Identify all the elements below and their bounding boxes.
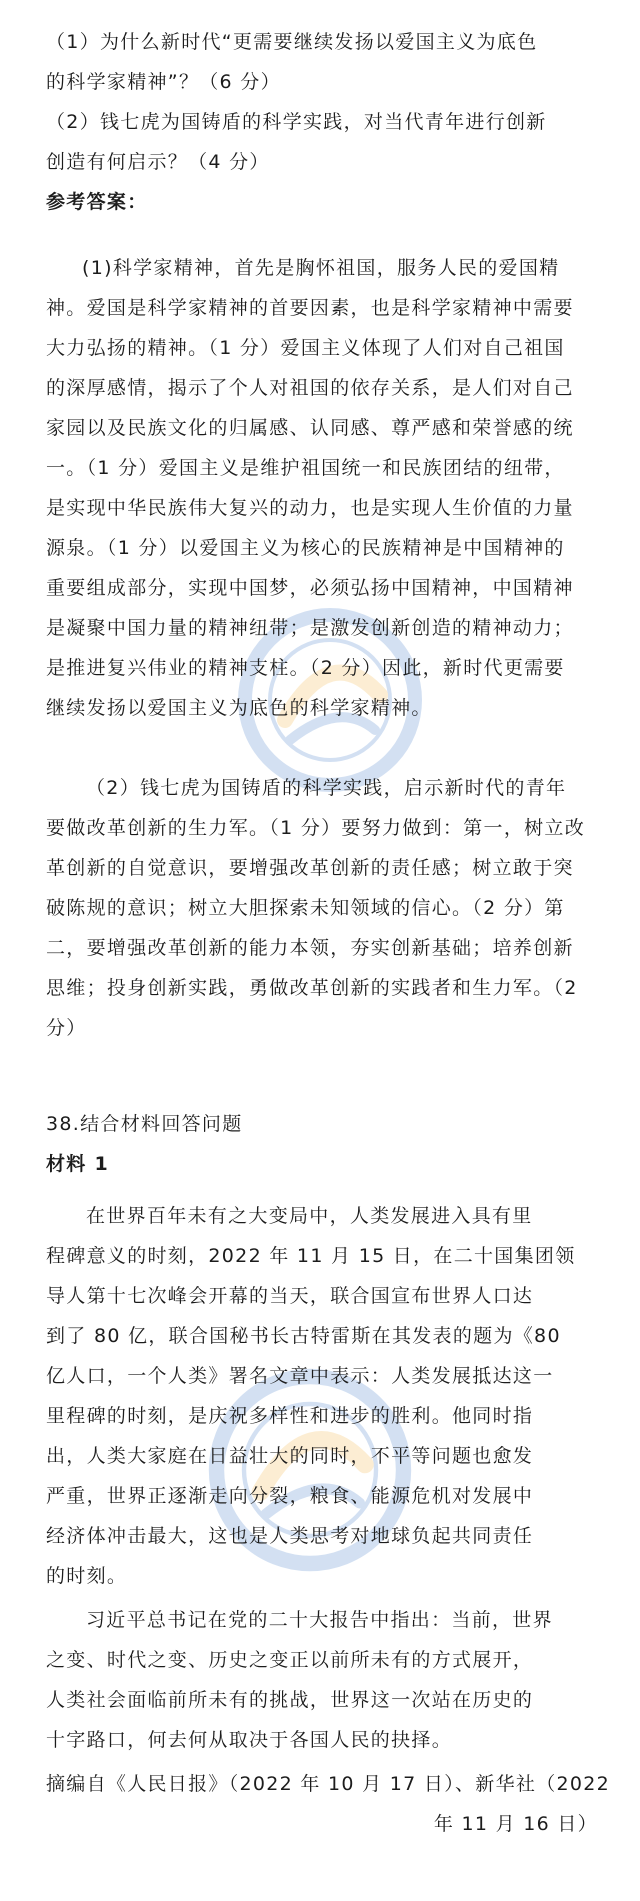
answer-heading: 参考答案： [46,191,148,213]
answer-2-line: 破陈规的意识；树立大胆探索未知领域的信心。（2 分）第 [46,897,565,919]
answer-1-line: (1)科学家精神，首先是胸怀祖国，服务人民的爱国精 [82,257,560,279]
question-38-block [46,1104,602,1184]
answer-1-line: 神。爱国是科学家精神的首要因素，也是科学家精神中需要 [46,297,574,319]
material-1-paragraph-1 [46,1196,602,1596]
material-line: 习近平总书记在党的二十大报告中指出：当前，世界 [86,1609,553,1631]
material-line: 程碑意义的时刻，2022 年 11 月 15 日，在二十国集团领 [46,1245,576,1267]
material-1-paragraph-2 [46,1600,602,1760]
material-line: 人类社会面临前所未有的挑战，世界这一次站在历史的 [46,1689,534,1711]
material-line: 在世界百年未有之大变局中，人类发展进入具有里 [86,1205,533,1227]
material-line: 十字路口，何去何从取决于各国人民的抉择。 [46,1729,453,1751]
material-line: 里程碑的时刻，是庆祝多样性和进步的胜利。他同时指 [46,1405,534,1427]
answer-1-line: 是实现中华民族伟大复兴的动力，也是实现人生价值的力量 [46,497,574,519]
answer-2-line: 分） [46,1017,87,1039]
answer-1-line: 重要组成部分，实现中国梦，必须弘扬中国精神，中国精神 [46,577,574,599]
answer-2-line: 二，要增强改革创新的能力本领，夯实创新基础；培养创新 [46,937,574,959]
question-1-line-2: 的科学家精神”？（6 分） [46,71,281,93]
source-line-2: 年 11 月 16 日） [433,1813,598,1835]
material-line: 的时刻。 [46,1565,128,1587]
answer-2-line: （2）钱七虎为国铸盾的科学实践，启示新时代的青年 [86,777,567,799]
source-line-1: 摘编自《人民日报》（2022 年 10 月 17 日）、新华社（2022 [46,1773,611,1795]
material-line: 到了 80 亿，联合国秘书长古特雷斯在其发表的题为《80 [46,1325,561,1347]
answer-1-paragraph [46,248,602,728]
material-line: 亿人口，一个人类》署名文章中表示：人类发展抵达这一 [46,1365,554,1387]
source-citation [46,1764,611,1844]
material-line: 严重，世界正逐渐走向分裂，粮食、能源危机对发展中 [46,1485,534,1507]
question-2-line-1: （2）钱七虎为国铸盾的科学实践，对当代青年进行创新 [46,111,547,133]
material-line: 经济体冲击最大，这也是人类思考对地球负起共同责任 [46,1525,534,1547]
answer-1-line: 继续发扬以爱国主义为底色的科学家精神。 [46,697,432,719]
answer-2-line: 革创新的自觉意识，要增强改革创新的责任感；树立敢于突 [46,857,574,879]
answer-2-paragraph [46,768,602,1048]
answer-1-line: 是凝聚中国力量的精神纽带；是激发创新创造的精神动力； [46,617,574,639]
material-line: 之变、时代之变、历史之变正以前所未有的方式展开， [46,1649,534,1671]
answer-2-line: 思维；投身创新实践，勇做改革创新的实践者和生力军。（2 [46,977,578,999]
material-1-heading: 材料 1 [46,1153,110,1175]
answer-1-line: 是推进复兴伟业的精神支柱。（2 分）因此，新时代更需要 [46,657,565,679]
answer-2-line: 要做改革创新的生力军。（1 分）要努力做到：第一，树立改 [46,817,586,839]
answer-1-line: 大力弘扬的精神。（1 分）爱国主义体现了人们对自己祖国 [46,337,565,359]
answer-1-line: 家园以及民族文化的归属感、认同感、尊严感和荣誉感的统 [46,417,574,439]
answer-1-line: 源泉。（1 分）以爱国主义为核心的民族精神是中国精神的 [46,537,565,559]
question-38-title: 38.结合材料回答问题 [46,1113,243,1135]
answer-1-line: 的深厚感情，揭示了个人对祖国的依存关系，是人们对自己 [46,377,574,399]
material-line: 导人第十七次峰会开幕的当天，联合国宣布世界人口达 [46,1285,534,1307]
answer-1-line: 一。（1 分）爱国主义是维护祖国统一和民族团结的纽带， [46,457,565,479]
question-2-line-2: 创造有何启示？（4 分） [46,151,270,173]
question-1-line-1: （1）为什么新时代“更需要继续发扬以爱国主义为底色 [46,31,538,53]
questions-block [46,22,602,222]
material-line: 出，人类大家庭在日益壮大的同时，不平等问题也愈发 [46,1445,534,1467]
